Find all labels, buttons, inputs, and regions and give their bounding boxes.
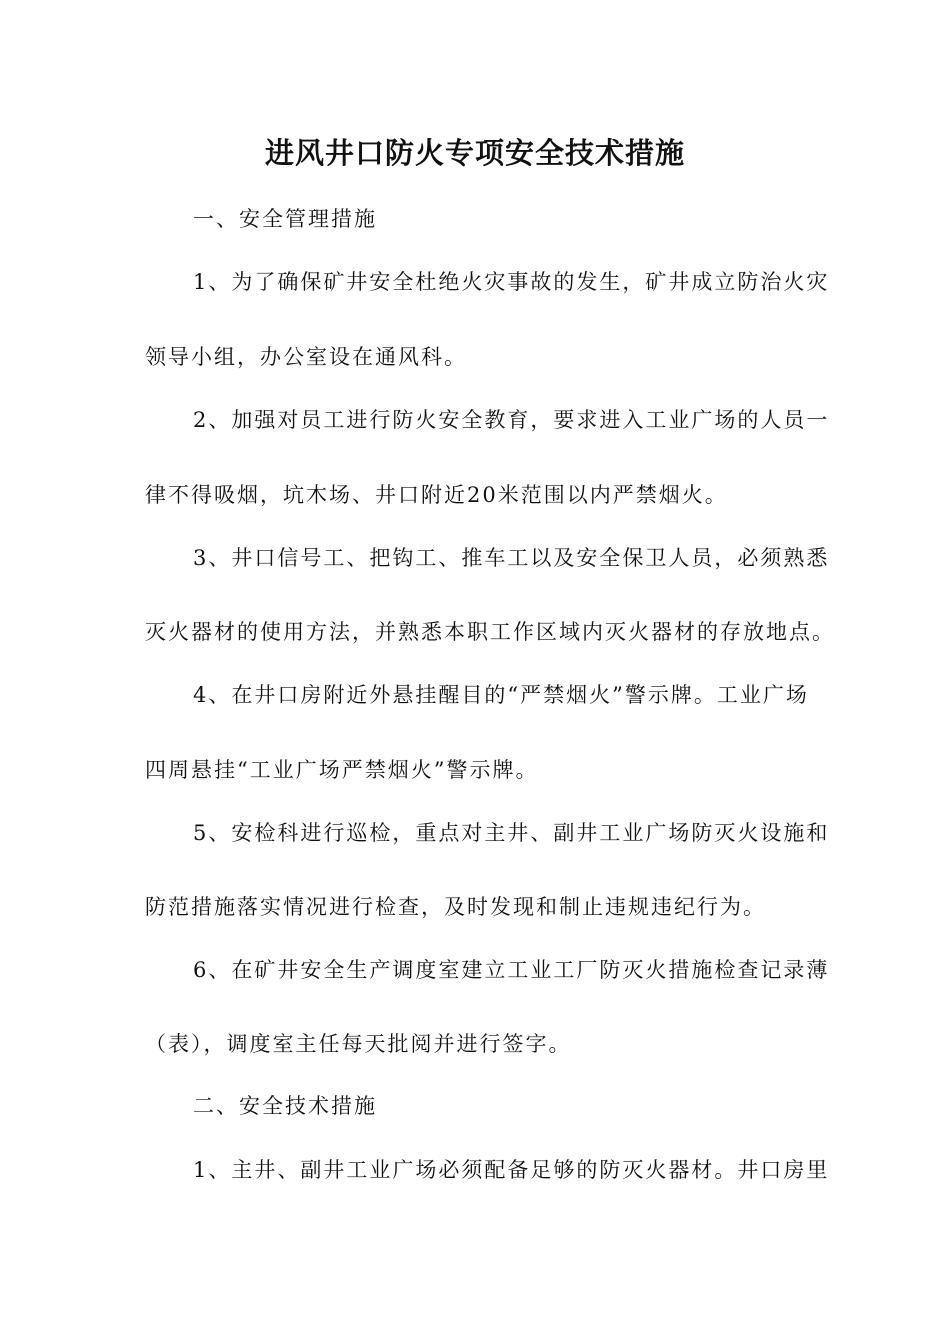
paragraph-6-line-2: （表），调度室主任每天批阅并进行签字。 bbox=[145, 1032, 572, 1056]
paragraph-4-line-1: 4、在井口房附近外悬挂醒目的“严禁烟火”警示牌。工业广场 bbox=[193, 683, 809, 707]
paragraph-4-line-2: 四周悬挂“工业广场严禁烟火”警示牌。 bbox=[145, 758, 539, 782]
section-heading-technical: 二、安全技术措施 bbox=[193, 1094, 377, 1118]
paragraph-1-line-2: 领导小组，办公室设在通风科。 bbox=[145, 345, 467, 369]
paragraph-3-line-2: 灭火器材的使用方法，并熟悉本职工作区域内灭火器材的存放地点。 bbox=[145, 620, 835, 644]
paragraph-5-line-2: 防范措施落实情况进行检查，及时发现和制止违规违纪行为。 bbox=[145, 895, 766, 919]
paragraph-2-line-2: 律不得吸烟，坑木场、井口附近20米范围以内严禁烟火。 bbox=[145, 483, 728, 507]
section-2-paragraph-1-line-1: 1、主井、副井工业广场必须配备足够的防灭火器材。井口房里 bbox=[193, 1158, 830, 1182]
paragraph-1-line-1: 1、为了确保矿井安全杜绝火灾事故的发生，矿井成立防治火灾 bbox=[193, 270, 830, 294]
document-title: 进风井口防火专项安全技术措施 bbox=[264, 136, 685, 170]
paragraph-5-line-1: 5、安检科进行巡检，重点对主井、副井工业广场防灭火设施和 bbox=[193, 821, 830, 845]
paragraph-6-line-1: 6、在矿井安全生产调度室建立工业工厂防灭火措施检查记录薄 bbox=[193, 958, 830, 982]
paragraph-3-line-1: 3、井口信号工、把钩工、推车工以及安全保卫人员，必须熟悉 bbox=[193, 546, 830, 570]
section-heading-management: 一、安全管理措施 bbox=[193, 207, 377, 231]
paragraph-2-line-1: 2、加强对员工进行防火安全教育，要求进入工业广场的人员一 bbox=[193, 408, 830, 432]
